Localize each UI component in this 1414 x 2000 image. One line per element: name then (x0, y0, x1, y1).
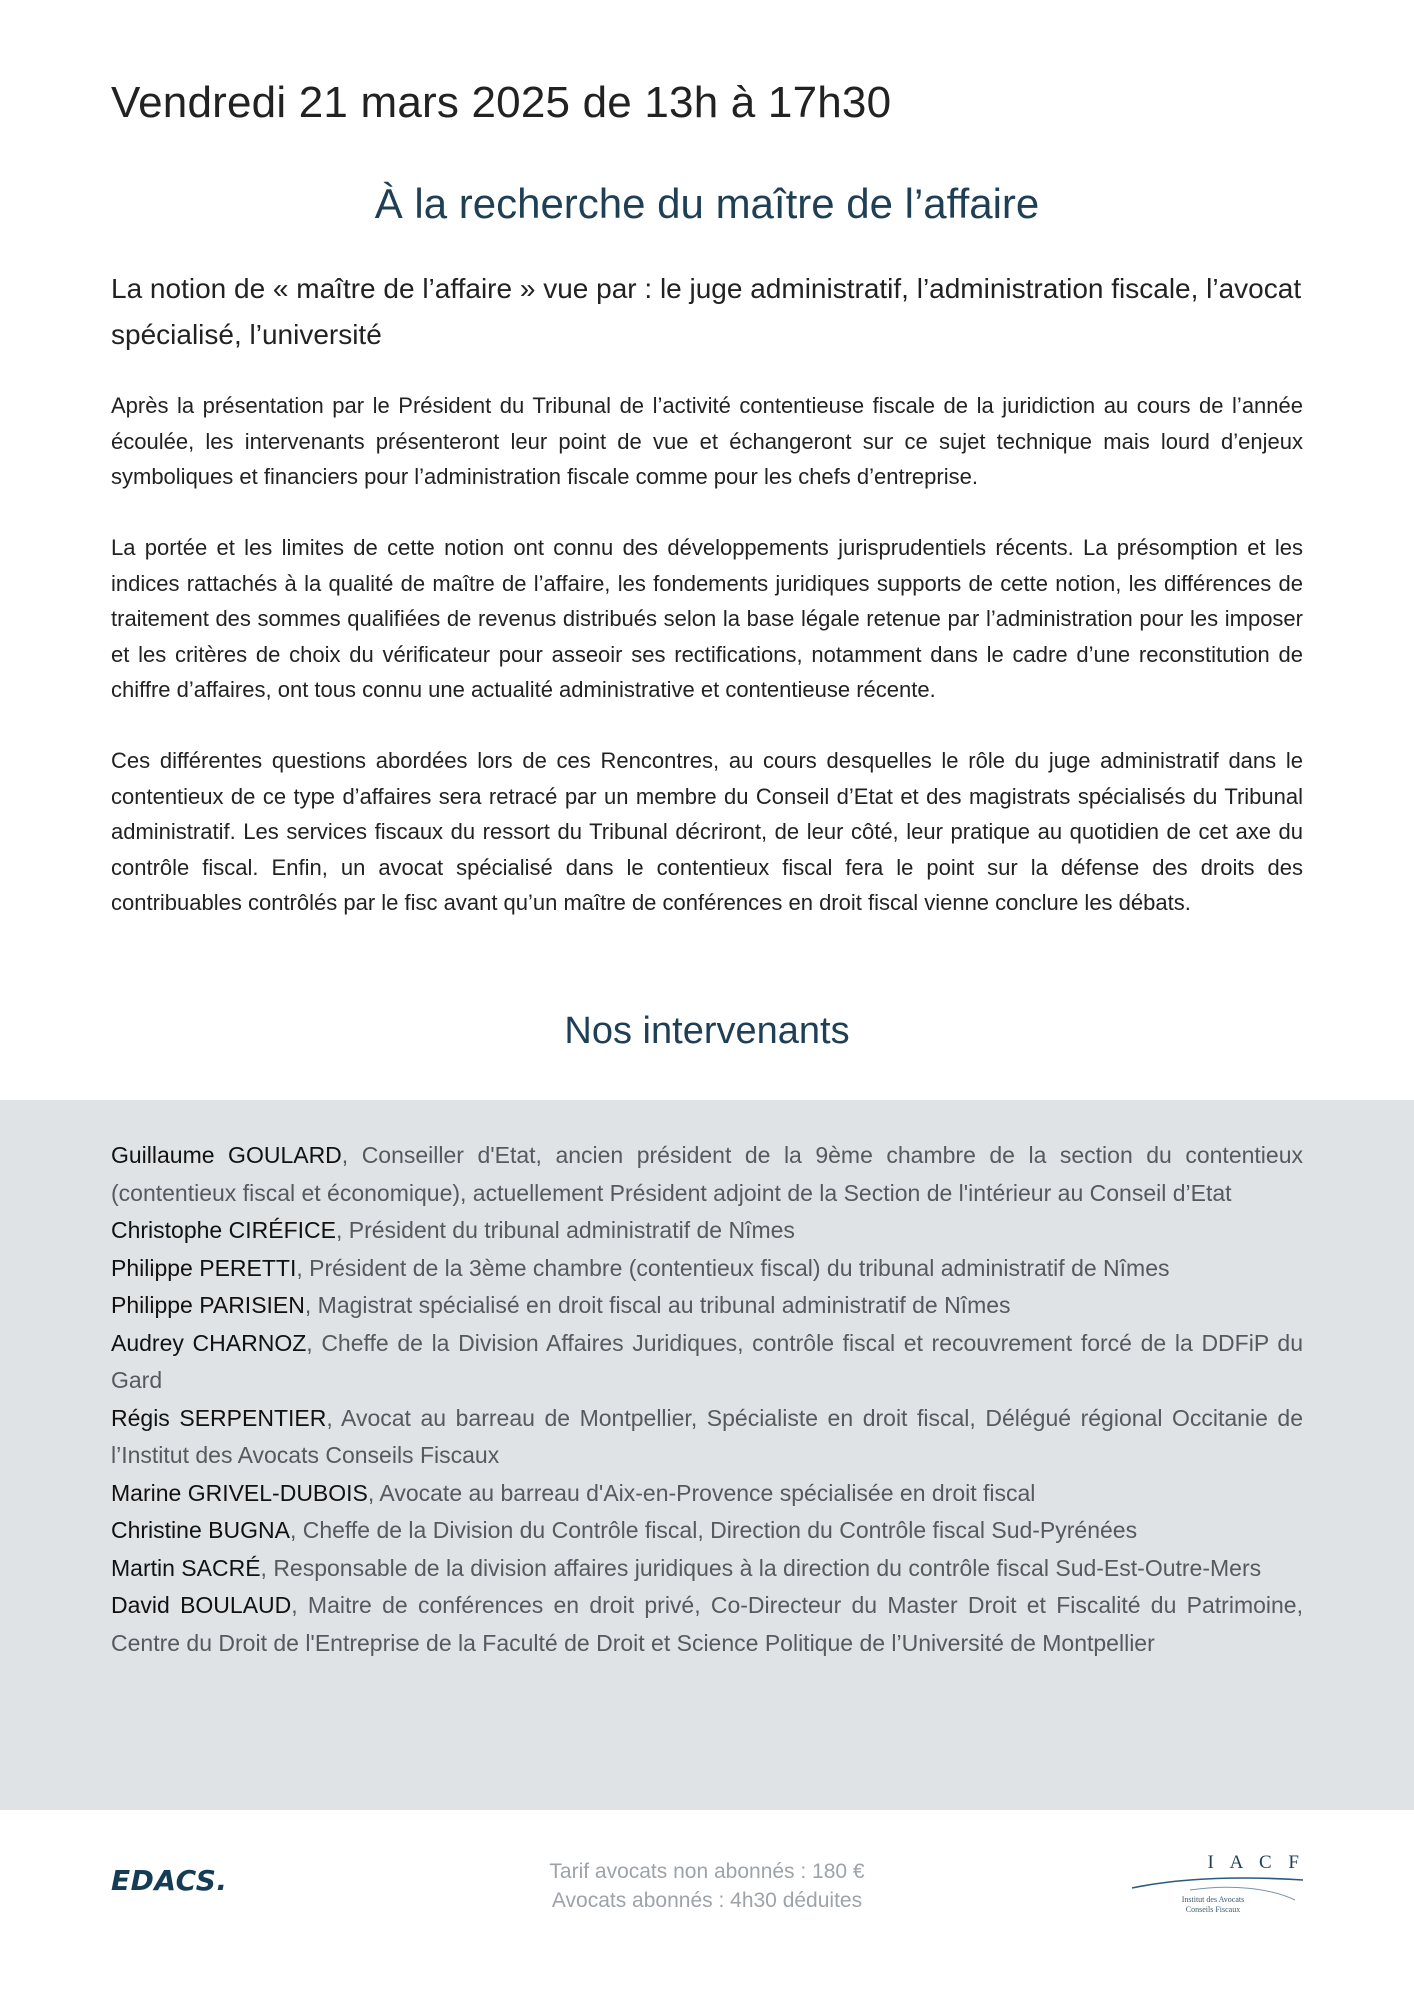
speaker-item (111, 1550, 1303, 1588)
speaker-name: Audrey CHARNOZ (111, 1329, 307, 1356)
description-body (111, 388, 1303, 956)
speaker-role: , Responsable de la division affaires juridiques à la direction du contrôle fiscal Sud-Est-Outre-Mers (260, 1554, 1262, 1581)
speaker-role: , Maitre de conférences en droit privé, Co-Directeur du Master Droit et Fiscalité du Patrimoine, Centre du Droit de l'Entreprise de la Faculté de Droit et Science Politique de l’Université de Montpellier (111, 1592, 1303, 1656)
speaker-name: Christine BUGNA (111, 1517, 290, 1543)
iacf-subtitle-line: Conseils Fiscaux (1185, 1905, 1241, 1914)
speaker-item (111, 1587, 1303, 1662)
paragraph: Ces différentes questions abordées lors de ces Rencontres, au cours desquelles le rôle du juge administratif dans le contentieux de ce type d’affaires sera retracé par un membre du Conseil d’Etat et des magistrats spécialisés du Tribunal administratif. Les services fiscaux du ressort du Tribunal décriront, de leur côté, leur pratique au quotidien de cet axe du contrôle fiscal. Enfin, un avocat spécialisé dans le contentieux fiscal fera le point sur la défense des droits des contribuables contrôlés par le fisc avant qu’un maître de conférences en droit fiscal vienne conclure les débats. (111, 748, 1303, 915)
speaker-role: , Président de la 3ème chambre (contentieux fiscal) du tribunal administratif de Nîmes (296, 1254, 1170, 1281)
speaker-item (111, 1400, 1303, 1475)
paragraph: La portée et les limites de cette notion ont connu des développements jurisprudentiels récents. La présomption et les indices rattachés à la qualité de maître de l’affaire, les fondements juridiques supports de cette notion, les différences de traitement des sommes qualifiées de revenus distribués selon la base légale retenue par l’administration pour les imposer et les critères de choix du vérificateur pour asseoir ses rectifications, notamment dans le cadre d’une reconstitution de chiffre d’affaires, ont tous connu une actualité administrative et contentieuse récente. (111, 535, 1303, 702)
speaker-item (111, 1212, 1303, 1250)
speaker-item (111, 1137, 1303, 1212)
speaker-item (111, 1287, 1303, 1325)
page-title: À la recherche du maître de l’affaire (374, 180, 1040, 227)
iacf-logo-letters: I A C F (1207, 1852, 1305, 1873)
edacs-logo: EDACS. (111, 1864, 228, 1897)
speaker-name: David BOULAUD (111, 1592, 292, 1618)
speakers-heading: Nos intervenants (564, 1010, 850, 1052)
speaker-name: Philippe PARISIEN (111, 1292, 305, 1318)
speaker-role: , Cheffe de la Division Affaires Juridiques, contrôle fiscal et recouvrement forcé de la DDFiP du Gard (111, 1329, 1303, 1393)
event-subtitle: La notion de « maître de l’affaire » vue par : le juge administratif, l’administration fiscale, l’avocat spécialisé, l’université (111, 273, 1302, 350)
speaker-item (111, 1475, 1303, 1513)
speaker-role: , Magistrat spécialisé en droit fiscal au tribunal administratif de Nîmes (304, 1292, 1011, 1318)
speaker-role: , Avocate au barreau d'Aix-en-Provence spécialisée en droit fiscal (367, 1479, 1036, 1506)
speaker-name: Philippe PERETTI (111, 1254, 297, 1281)
speaker-role: , Avocat au barreau de Montpellier, Spécialiste en droit fiscal, Délégué régional Occitanie de l’Institut des Avocats Conseils Fiscaux (111, 1404, 1303, 1468)
iacf-logo (1130, 1852, 1305, 1918)
paragraph: Après la présentation par le Président du Tribunal de l’activité contentieuse fiscale de la juridiction au cours de l’année écoulée, les intervenants présenteront leur point de vue et échangeront sur ce sujet technique mais lourd d’enjeux symboliques et financiers pour l’administration fiscale comme pour les chefs d’entreprise. (111, 393, 1303, 489)
price-subscribers: Avocats abonnés : 4h30 déduites (551, 1889, 863, 1912)
speaker-item (111, 1512, 1303, 1550)
speaker-role: , Cheffe de la Division du Contrôle fiscal, Direction du Contrôle fiscal Sud-Pyrénées (289, 1517, 1138, 1543)
speakers-list (111, 1137, 1303, 1662)
speaker-item (111, 1325, 1303, 1400)
iacf-subtitle-line: Institut des Avocats (1181, 1895, 1245, 1904)
speaker-role: , Président du tribunal administratif de Nîmes (335, 1217, 795, 1243)
speaker-name: Christophe CIRÉFICE (111, 1217, 336, 1243)
iacf-logo-subtitle (1138, 1895, 1288, 1915)
price-non-subscribers: Tarif avocats non abonnés : 180 € (549, 1860, 865, 1883)
speaker-name: Régis SERPENTIER (111, 1404, 327, 1431)
event-date: Vendredi 21 mars 2025 de 13h à 17h30 (111, 78, 892, 127)
speaker-role: , Conseiller d'Etat, ancien président de la 9ème chambre de la section du contentieux (contentieux fiscal et économique), actuellement Président adjoint de la Section de l'intérieur au Conseil d’Etat (111, 1142, 1303, 1206)
speaker-name: Guillaume GOULARD (111, 1142, 342, 1168)
speaker-item (111, 1250, 1303, 1288)
speaker-name: Martin SACRÉ (111, 1554, 261, 1581)
speaker-name: Marine GRIVEL-DUBOIS (111, 1479, 368, 1506)
